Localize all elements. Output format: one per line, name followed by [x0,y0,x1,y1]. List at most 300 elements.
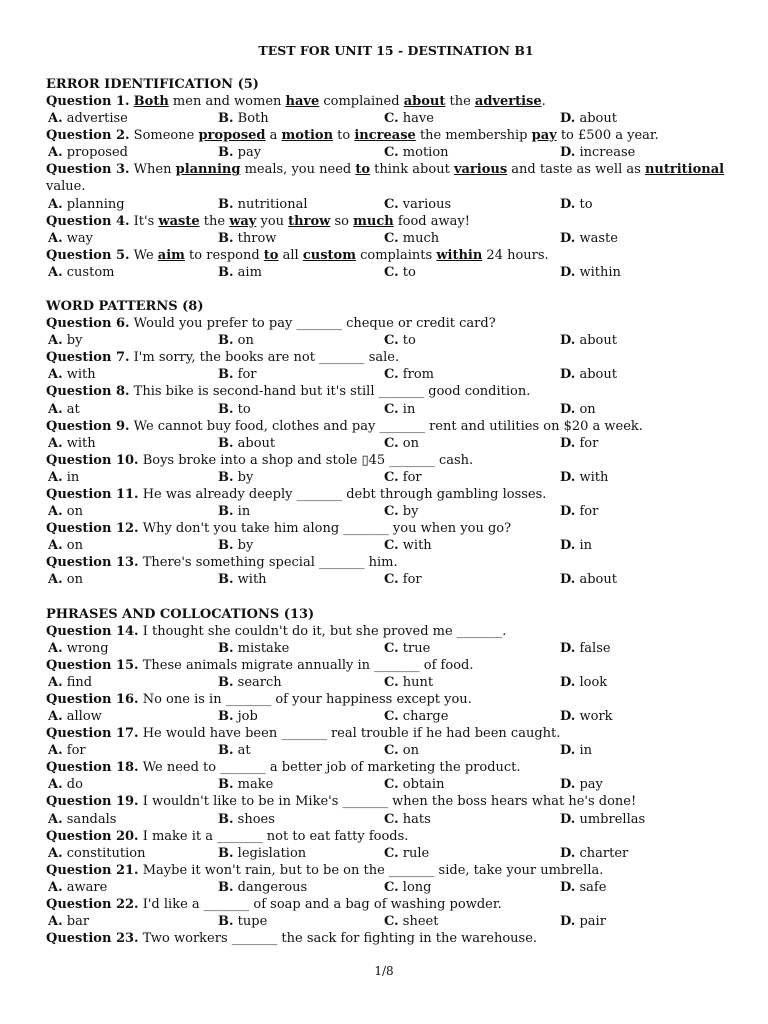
option-b [218,537,253,554]
answer-options [46,110,736,127]
option-text: have [402,111,434,127]
option-text: various [402,196,452,212]
section-gap [46,281,736,298]
option-letter: D. [560,504,576,520]
question-text [46,623,736,640]
option-letter: C. [384,196,399,212]
option-text: pair [579,914,606,930]
option-c [384,230,439,247]
option-text: umbrellas [579,811,646,827]
option-text: motion [402,145,449,161]
underlined-word: various [453,162,508,178]
section-heading: PHRASES AND COLLOCATIONS (13) [46,606,315,622]
question-fragment: Boys broke into a shop and stole ▯45 _______ cash. [138,452,474,468]
option-text: on [66,572,83,588]
option-text: from [402,367,434,383]
option-text: in [579,538,593,554]
option-a [48,503,83,520]
option-a [48,110,128,127]
option-c [384,571,422,588]
option-letter: A. [48,504,63,520]
question-text [46,759,736,776]
option-letter: D. [560,196,576,212]
question-text [46,418,736,435]
option-letter: D. [560,469,576,485]
option-letter: C. [384,333,399,349]
question-fragment: I thought she couldn't do it, but she proved me _______. [138,623,507,639]
question-label: Question 7. [46,350,130,366]
answer-options [46,776,736,793]
option-letter: D. [560,145,576,161]
underlined-word: advertise [474,94,542,109]
question-fragment: When [129,162,176,178]
option-b [218,708,258,725]
document-title: TEST FOR UNIT 15 - DESTINATION B1 [258,43,534,58]
option-letter: A. [48,743,63,759]
answer-options [46,913,736,930]
option-d [560,401,596,418]
option-text: on [402,435,419,451]
option-letter: D. [560,914,576,930]
option-c [384,879,431,896]
option-c [384,264,416,281]
underlined-word: increase [354,128,416,144]
question-fragment: . [541,94,546,109]
option-letter: C. [384,811,399,827]
option-letter: B. [218,777,234,793]
option-text: sandals [66,811,117,827]
question-fragment: and taste as well as [507,162,645,178]
question-text [46,828,736,845]
question-label: Question 9. [46,418,130,434]
option-b [218,913,267,930]
question-fragment: He would have been _______ real trouble if he had been caught. [138,726,561,742]
page-number: 1/8 [374,964,394,978]
question-text [46,725,736,742]
question-fragment: value. [46,179,86,195]
option-letter: A. [48,333,63,349]
question-fragment: There's something special _______ him. [138,555,398,571]
option-text: waste [579,230,618,246]
option-d [560,811,645,828]
option-letter: A. [48,811,63,827]
question-text [46,383,736,400]
option-letter: C. [384,845,399,861]
underlined-word: have [285,94,320,109]
option-text: charge [402,709,449,724]
option-letter: C. [384,401,399,417]
option-text: find [66,674,93,690]
option-d [560,366,617,383]
option-text: with [66,435,96,451]
option-letter: B. [218,196,234,212]
option-a [48,571,83,588]
option-a [48,640,109,657]
option-letter: A. [48,264,63,280]
option-letter: A. [48,777,63,793]
option-text: dangerous [237,879,308,895]
question-fragment: I make it a _______ not to eat fatty foods. [138,828,409,844]
option-letter: D. [560,572,576,588]
option-c [384,332,416,349]
question-fragment: He was already deeply _______ debt through gambling losses. [138,486,547,502]
option-text: hats [402,811,431,827]
option-a [48,708,102,725]
question-fragment: food away! [393,213,470,229]
question-label: Question 10. [46,452,139,468]
option-b [218,742,251,759]
option-c [384,537,432,554]
question-fragment: so [330,213,354,229]
option-letter: C. [384,709,399,724]
option-letter: B. [218,811,234,827]
option-d [560,708,613,725]
question-fragment: the membership [415,128,532,144]
option-letter: D. [560,811,576,827]
option-a [48,879,107,896]
option-text: by [237,538,254,554]
option-letter: B. [218,367,234,383]
question-fragment: We cannot buy food, clothes and pay _______ rent and utilities on $20 a week. [129,418,643,434]
option-d [560,196,593,213]
option-b [218,811,275,828]
option-text: on [579,401,596,417]
question-label: Question 16. [46,691,139,707]
answer-options [46,537,736,554]
question-fragment: men and women [168,94,286,109]
question-fragment: complained [319,94,404,109]
question-text [46,486,736,503]
option-letter: D. [560,777,576,793]
question-text [46,520,736,537]
option-b [218,879,307,896]
question-text [46,161,736,195]
option-letter: A. [48,469,63,485]
option-a [48,332,82,349]
option-letter: D. [560,230,576,246]
option-text: for [579,504,599,520]
option-letter: B. [218,914,234,930]
question-fragment: We [129,247,158,263]
option-letter: B. [218,845,234,861]
option-d [560,110,617,127]
option-text: in [237,504,251,520]
option-c [384,110,434,127]
answer-options [46,879,736,896]
question-fragment: These animals migrate annually in _______ of food. [138,657,474,673]
option-letter: D. [560,879,576,895]
option-d [560,845,628,862]
option-d [560,776,603,793]
option-text: hunt [402,674,434,690]
option-c [384,196,451,213]
option-b [218,503,250,520]
option-b [218,144,261,161]
option-c [384,913,438,930]
option-text: rule [402,845,430,861]
option-c [384,435,419,452]
option-text: charter [579,845,629,861]
question-label: Question 21. [46,862,139,878]
option-letter: C. [384,777,399,793]
underlined-word: proposed [198,128,266,144]
option-text: within [579,264,621,280]
question-fragment: No one is in _______ of your happiness except you. [138,691,472,707]
question-fragment: It's [129,213,159,229]
option-text: on [402,743,419,759]
option-letter: C. [384,674,399,690]
option-letter: D. [560,709,576,724]
option-letter: C. [384,145,399,161]
option-letter: B. [218,709,234,724]
option-text: work [579,709,613,724]
option-text: much [402,230,440,246]
option-text: on [237,333,254,349]
option-letter: A. [48,145,63,161]
option-text: search [237,674,282,690]
option-a [48,913,89,930]
option-a [48,811,116,828]
option-d [560,879,606,896]
answer-options [46,811,736,828]
question-text [46,315,736,332]
option-text: bar [66,914,90,930]
option-text: for [237,367,257,383]
question-label: Question 12. [46,521,139,537]
option-text: sheet [402,914,439,930]
option-text: long [402,879,432,895]
option-b [218,469,253,486]
option-text: true [402,640,431,656]
option-d [560,537,592,554]
option-text: legislation [237,845,307,861]
option-d [560,435,598,452]
option-d [560,742,592,759]
option-letter: A. [48,196,63,212]
option-d [560,332,617,349]
option-text: planning [66,196,125,212]
question-text [46,657,736,674]
option-text: for [402,469,422,485]
option-b [218,776,273,793]
option-text: with [579,469,609,485]
question-label: Question 13. [46,555,139,571]
option-text: to [579,196,593,212]
option-letter: A. [48,879,63,895]
question-label: Question 19. [46,794,139,810]
answer-options [46,366,736,383]
option-letter: A. [48,572,63,588]
question-fragment: the [199,213,230,229]
option-text: to [402,264,416,280]
option-letter: A. [48,111,63,127]
question-label: Question 23. [46,931,139,947]
question-fragment: to [333,128,355,144]
answer-options [46,742,736,759]
option-letter: C. [384,435,399,451]
option-c [384,776,444,793]
option-letter: A. [48,367,63,383]
option-letter: C. [384,469,399,485]
option-b [218,674,282,691]
option-d [560,469,608,486]
option-text: false [579,640,611,656]
option-letter: D. [560,333,576,349]
option-text: proposed [66,145,128,161]
option-b [218,845,306,862]
option-a [48,196,125,213]
document-body [46,76,736,947]
option-b [218,264,262,281]
underlined-word: aim [157,247,185,263]
option-text: for [579,435,599,451]
option-text: at [237,743,251,759]
option-text: with [237,572,267,588]
question-fragment: I'd like a _______ of soap and a bag of washing powder. [138,897,502,913]
option-letter: B. [218,401,234,417]
option-d [560,503,598,520]
section-heading: ERROR IDENTIFICATION (5) [46,77,259,92]
section-gap [46,589,736,606]
underlined-word: custom [302,247,356,263]
option-letter: B. [218,435,234,451]
question-label: Question 14. [46,623,139,639]
option-c [384,640,430,657]
question-text [46,127,736,144]
question-label: Question 6. [46,316,130,332]
option-a [48,230,93,247]
question-label: Question 11. [46,486,139,502]
option-text: pay [579,777,603,793]
question-text [46,554,736,571]
underlined-word: to [263,247,279,263]
option-a [48,537,83,554]
option-d [560,674,607,691]
answer-options [46,571,736,588]
option-letter: C. [384,504,399,520]
question-fragment: meals, you need [240,162,356,178]
question-fragment: all [278,247,303,263]
answer-options [46,401,736,418]
option-letter: A. [48,640,63,656]
underlined-word: to [355,162,371,178]
question-fragment: I wouldn't like to be in Mike's _______ when the boss hears what he's done! [138,794,637,810]
question-label: Question 22. [46,897,139,913]
question-fragment: a [265,128,282,144]
option-text: look [579,674,608,690]
question-text [46,896,736,913]
question-fragment: to respond [184,247,264,263]
option-letter: A. [48,230,63,246]
question-fragment: the [445,94,475,109]
option-a [48,776,83,793]
option-text: with [66,367,96,383]
option-letter: B. [218,469,234,485]
question-label: Question 18. [46,760,139,776]
option-text: constitution [66,845,146,861]
option-text: do [66,777,83,793]
option-c [384,366,434,383]
option-d [560,640,611,657]
question-text [46,93,736,110]
option-letter: B. [218,504,234,520]
question-label: Question 15. [46,657,139,673]
option-text: with [402,538,432,554]
option-letter: C. [384,367,399,383]
option-letter: C. [384,572,399,588]
option-a [48,469,79,486]
option-letter: D. [560,845,576,861]
option-text: about [579,333,617,349]
option-letter: C. [384,914,399,930]
option-d [560,230,618,247]
option-text: by [237,469,254,485]
option-letter: A. [48,538,63,554]
option-a [48,264,114,281]
option-a [48,366,96,383]
option-text: about [579,572,617,588]
option-text: about [579,367,617,383]
option-text: shoes [237,811,275,827]
option-text: throw [237,230,277,246]
question-label: Question 5. [46,247,130,263]
question-text [46,213,736,230]
question-fragment: Why don't you take him along _______ you when you go? [138,521,512,537]
underlined-word: throw [288,213,331,229]
option-letter: B. [218,674,234,690]
option-text: at [66,401,80,417]
option-letter: B. [218,743,234,759]
option-letter: A. [48,914,63,930]
option-text: tupe [237,914,268,930]
option-d [560,144,635,161]
option-d [560,571,617,588]
underlined-word: motion [281,128,334,144]
option-text: wrong [66,640,109,656]
question-fragment: We need to _______ a better job of marketing the product. [138,760,521,776]
question-text [46,349,736,366]
question-text [46,793,736,810]
option-text: for [402,572,422,588]
underlined-word: Both [133,94,169,109]
option-letter: C. [384,230,399,246]
question-text [46,691,736,708]
option-b [218,196,308,213]
question-text [46,452,736,469]
option-letter: D. [560,674,576,690]
option-letter: A. [48,435,63,451]
option-c [384,742,419,759]
option-b [218,640,289,657]
option-text: in [579,743,593,759]
option-letter: A. [48,845,63,861]
option-text: advertise [66,111,128,127]
option-letter: C. [384,640,399,656]
underlined-word: planning [175,162,241,178]
option-text: safe [579,879,607,895]
option-letter: C. [384,264,399,280]
option-letter: D. [560,435,576,451]
option-c [384,469,422,486]
question-text [46,247,736,264]
option-letter: C. [384,111,399,127]
option-b [218,230,276,247]
option-letter: C. [384,879,399,895]
option-letter: B. [218,640,234,656]
underlined-word: much [353,213,394,229]
option-letter: B. [218,572,234,588]
option-b [218,332,254,349]
